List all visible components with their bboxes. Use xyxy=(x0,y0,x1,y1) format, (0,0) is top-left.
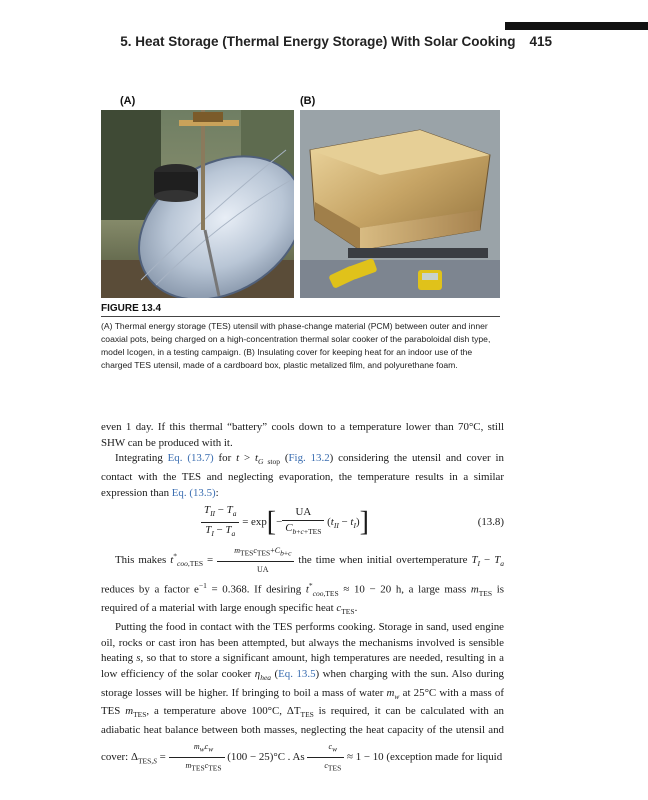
eq-13-5-link-2[interactable]: Eq. 13.5 xyxy=(278,667,316,680)
paragraph-3: This makes $t^*_{coo,TES}$ = $\frac{m_{TES}c_{TES}+C_{b+c}}{UA}$ the time when initial overtemperature $T_I - T_a$ reduces by a factor $e^{-1} = 0.368$. If desiring $t^*_{coo,TES} \approx 10 - 20$ h, a large mass $m_{TES}$ is required of a material with large enough specific heat $c_{TES}$. xyxy=(101,543,504,620)
figure-divider xyxy=(101,316,500,317)
equation-13-8: $\frac{T_{II} - T_a}{T_I - T_a}$ = exp[− $\frac{UA}{C_{b+c+TES}}$ $(t_{II} - t_I)$] (13.8) xyxy=(101,503,504,541)
eq-13-5-link[interactable]: Eq. (13.5) xyxy=(171,486,216,499)
paragraph-1: even 1 day. If this thermal “battery” cools down to a temperature lower than 70°C, still SHW can be produced with it. xyxy=(101,421,504,449)
figure-title: FIGURE 13.4 xyxy=(101,303,162,314)
paragraph-2: Integrating Eq. (13.7) for $t > t_{G stop}$ (Fig. 13.2) considering the utensil and cover in contact with the TES and neglecting evaporation, the temperature results in a similar expression than Eq. (13.5): xyxy=(101,452,504,499)
running-header xyxy=(0,34,552,54)
photo-solar-dish-cooker xyxy=(101,110,294,298)
panel-a-label: (A) xyxy=(120,95,136,107)
header-bar xyxy=(505,22,648,30)
chapter-title: 5. Heat Storage (Thermal Energy Storage) With Solar Cooking xyxy=(120,34,516,49)
body-text xyxy=(101,420,504,776)
paragraph-4: Putting the food in contact with the TES performs cooking. Storage in sand, used engine oil, rocks or cast iron has been attempted, but always the mechanisms involved is sensible heating s, so that to store a significant amount, high temperatures are needed, resulting in a low efficiency of the solar cooker $\eta_{hea}$ (Eq. 13.5) when charging with the sun. Also during storage losses will be higher. If bringing to boil a mass of water $m_w$ at 25°C with a mass of TES $m_{TES}$, a temperature above 100°C, $\Delta T_{TES}$ is required, it can be calculated with an adiabatic heat balance between both masses, neglecting the heat capacity of the utensil and cover: $\Delta_{TES,S}$ = $\frac{m_wc_w}{m_{TES}c_{TES}}$ (100 − 25)°C . As $\frac{c_w}{c_{TES}}$ ≈ 1 − 10 (exception made for liquid xyxy=(101,621,505,773)
equation-number: (13.8) xyxy=(477,516,504,529)
panel-b-label: (B) xyxy=(300,95,316,107)
eq-13-7-link[interactable]: Eq. (13.7) xyxy=(167,452,214,465)
fig-13-2-link[interactable]: Fig. 13.2 xyxy=(288,452,330,465)
page-number: 415 xyxy=(529,34,552,49)
photo-insulating-cover-box xyxy=(300,110,500,298)
figure-caption: (A) Thermal energy storage (TES) utensil with phase-change material (PCM) between outer and inner coaxial pots, being charged on a high-concentration thermal solar cooker of the paraboloidal dish type, model Icogen, in a testing campaign. (B) Insulating cover for keeping heat for an indoor use of the charged TES utensil, made of a cardboard box, plastic metalized film, and polyurethane foam. xyxy=(101,321,491,370)
